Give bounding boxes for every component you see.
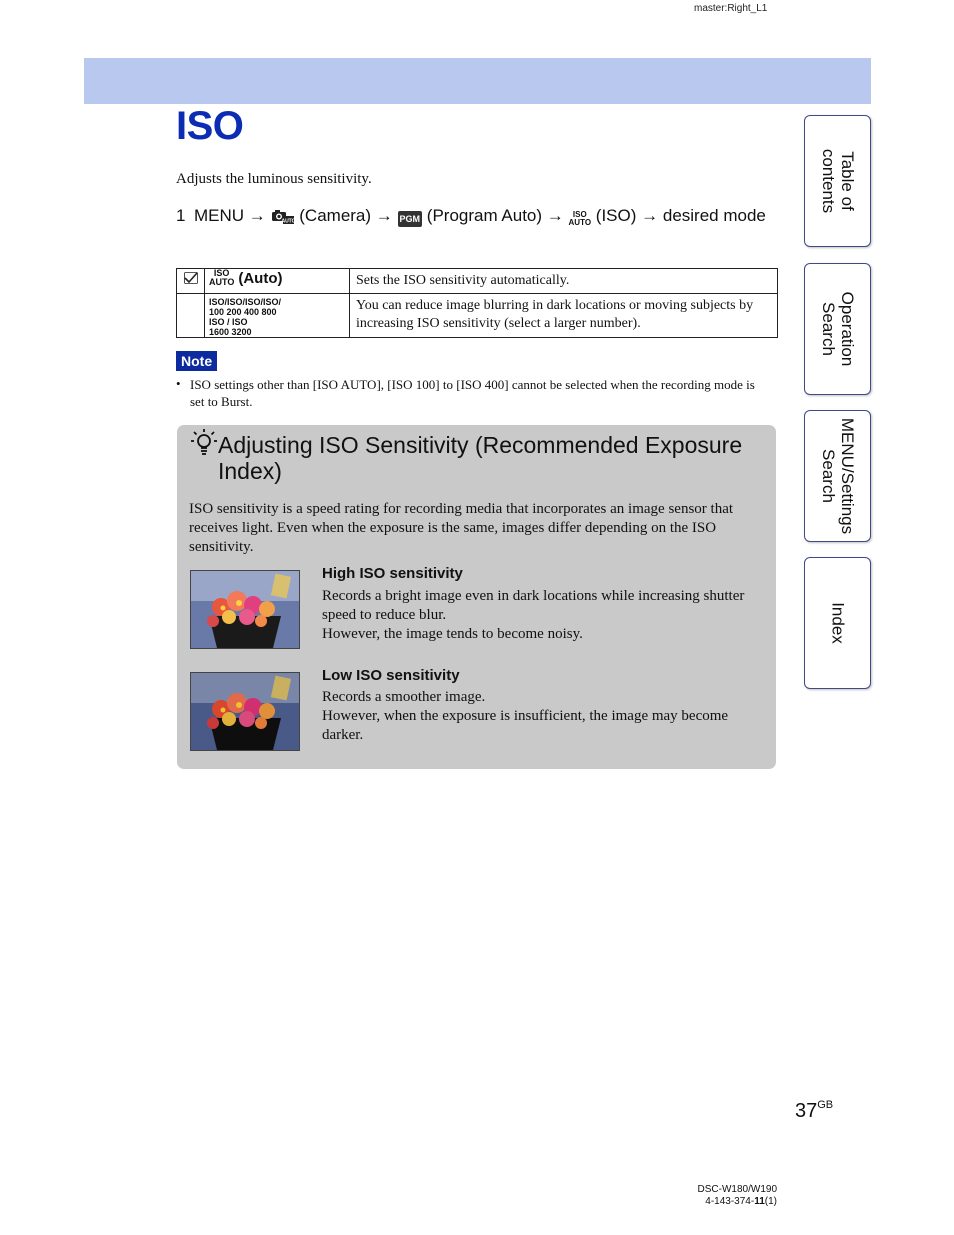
tab-label: Table of contents <box>818 148 857 214</box>
iso-label: (ISO) <box>595 206 637 225</box>
description-cell: Sets the ISO sensitivity automatically. <box>350 269 778 294</box>
arrow-icon: → <box>641 206 659 225</box>
model-code: 4-143-374-11(1) <box>705 1196 777 1207</box>
model-name: DSC-W180/W190 <box>697 1184 777 1195</box>
note-bullet: • <box>176 376 181 391</box>
low-iso-line2: However, when the exposure is insufficient, the image may become darker. <box>322 708 729 743</box>
high-iso-line1: Records a bright image even in dark locations while increasing shutter speed to reduce blur. <box>322 588 745 623</box>
title-band <box>84 58 871 104</box>
note-text: ISO settings other than [ISO AUTO], [ISO 100] to [ISO 400] cannot be selected when the recording mode is set to Burst. <box>190 377 755 409</box>
low-iso-line1: Records a smoother image. <box>322 689 486 705</box>
arrow-icon: → <box>375 206 393 225</box>
note-badge: Note <box>176 351 217 371</box>
desired-mode-label: desired mode <box>662 206 766 225</box>
page-title: ISO <box>176 104 244 148</box>
tab-operation-search[interactable] <box>804 263 871 395</box>
master-label: master:Right_L1 <box>694 3 768 14</box>
low-iso-photo <box>190 672 300 751</box>
high-iso-heading: High ISO sensitivity <box>322 565 463 582</box>
iso-values: ISO/ISO/ISO/ISO/ 100 200 400 800 ISO / ISO 1600 3200 <box>209 297 282 337</box>
tab-label: Index <box>828 602 847 644</box>
table-row <box>177 269 778 294</box>
page-suffix: GB <box>817 1099 834 1111</box>
hint-title: Adjusting ISO Sensitivity (Recommended Exposure Index) <box>218 432 743 484</box>
iso-auto-icon: ISO AUTO <box>568 210 592 227</box>
check-cell <box>177 269 205 294</box>
lightbulb-icon <box>190 428 218 465</box>
tab-index[interactable] <box>804 557 871 689</box>
empty-cell <box>177 294 205 338</box>
iso-values-cell <box>205 294 350 338</box>
iso-auto-icon: ISO AUTO <box>209 268 235 287</box>
option-label: (Auto) <box>238 270 283 287</box>
arrow-icon: → <box>546 206 564 225</box>
hint-body: ISO sensitivity is a speed rating for recording media that incorporates an image sensor that receives light. Even when the exposure is the same, images differ depending on the ISO sensitivity. <box>189 501 734 555</box>
camera-label: (Camera) <box>299 206 372 225</box>
low-iso-heading: Low ISO sensitivity <box>322 667 460 684</box>
tab-table-of-contents[interactable] <box>804 115 871 247</box>
high-iso-photo <box>190 570 300 649</box>
menu-label: MENU <box>194 206 245 225</box>
tab-label: MENU/Settings Search <box>818 417 857 535</box>
check-icon <box>184 272 198 288</box>
camera-auto-text: AUTO <box>280 218 295 225</box>
high-iso-line2: However, the image tends to become noisy. <box>322 626 583 642</box>
step-number: 1 <box>176 206 186 225</box>
tab-menu-settings-search[interactable] <box>804 410 871 542</box>
iso-mode-table <box>176 268 778 338</box>
page-number: $37^{GB}$ <box>795 1099 834 1122</box>
program-auto-label: (Program Auto) <box>426 206 543 225</box>
pgm-icon: PGM <box>398 211 423 227</box>
model-info <box>690 1184 777 1208</box>
option-cell <box>205 269 350 294</box>
step-body <box>194 204 784 227</box>
arrow-icon: → <box>248 206 266 225</box>
description-cell: You can reduce image blurring in dark locations or moving subjects by increasing ISO sensitivity (select a larger number). <box>350 294 778 338</box>
table-row <box>177 294 778 338</box>
tab-label: Operation Search <box>818 291 857 367</box>
intro-text: Adjusts the luminous sensitivity. <box>176 171 372 187</box>
camera-auto-icon <box>271 207 295 225</box>
